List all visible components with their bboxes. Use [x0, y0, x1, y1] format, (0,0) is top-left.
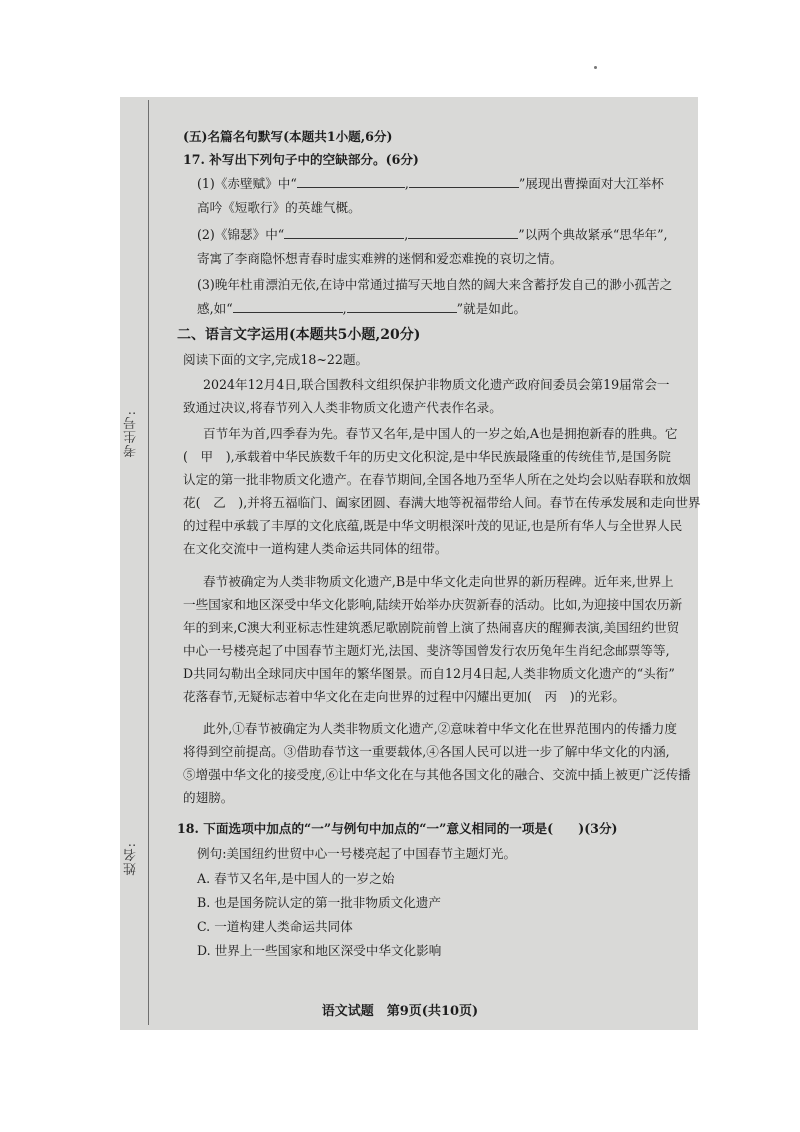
- page-footer: 语文试题 第9页(共10页): [321, 1004, 479, 1019]
- q18-example: 例句:美国纽约世贸中心一号楼亮起了中国春节主题灯光。: [197, 846, 517, 861]
- part2-heading: 二、语言文字运用(本题共5小题,20分): [177, 327, 421, 343]
- binding-line: [148, 100, 149, 1025]
- q18-option-c[interactable]: C. 一道构建人类命运共同体: [197, 919, 353, 934]
- q18-option-a[interactable]: A. 春节又名年,是中国人的一岁之始: [197, 871, 395, 886]
- answer-blank[interactable]: [408, 224, 518, 239]
- passage-line: 花落春节,无疑标志着中华文化在走向世界的过程中闪耀出更加( 丙 )的光彩。: [183, 689, 626, 704]
- passage-line: 此外,①春节被确定为人类非物质文化遗产,②意味着中华文化在世界范围内的传播力度: [203, 721, 677, 736]
- q18-option-b[interactable]: B. 也是国务院认定的第一批非物质文化遗产: [197, 895, 441, 910]
- answer-blank[interactable]: [409, 173, 519, 188]
- passage-line: 认定的第一批非物质文化遗产。在春节期间,全国各地乃至华人所在之处均会以贴春联和放烟: [183, 472, 691, 487]
- section5-heading: (五)名篇名句默写(本题共1小题,6分): [183, 129, 393, 144]
- passage-line: 年的到来,C澳大利亚标志性建筑悉尼歌剧院前曾上演了热闹喜庆的醒狮表演,美国纽约世贸: [183, 620, 680, 635]
- reading-intro: 阅读下面的文字,完成18~22题。: [183, 352, 369, 367]
- q17-1-line1: (1)《赤壁赋》中“ , ”展现出曹操面对大江举杯: [197, 172, 664, 195]
- q17-1-line2: 高吟《短歌行》的英雄气概。: [197, 200, 361, 215]
- passage-line: 的翅膀。: [183, 790, 234, 805]
- examinee-number-label: 考生号:: [124, 410, 139, 458]
- passage-line: ⑤增强中华文化的接受度,⑥让中华文化在与其他各国文化的融合、交流中插上被更广泛传播: [183, 767, 691, 782]
- passage-line: 2024年12月4日,联合国教科文组织保护非物质文化遗产政府间委员会第19届常会一: [203, 377, 670, 392]
- passage-line: 在文化交流中一道构建人类命运共同体的纽带。: [183, 541, 448, 556]
- answer-blank[interactable]: [284, 224, 404, 239]
- q18-option-d[interactable]: D. 世界上一些国家和地区深受中华文化影响: [197, 943, 442, 958]
- passage-line: ( 甲 ),承载着中华民族数千年的历史文化积淀,是中华民族最隆重的传统佳节,是国务院: [183, 449, 671, 464]
- q18-stem: 18. 下面选项中加点的“一”与例句中加点的“一”意义相同的一项是( )(3分): [177, 821, 618, 836]
- passage-line: 的过程中承载了丰厚的文化底蕴,既是中华文明根深叶茂的见证,也是所有华人与全世界人民: [183, 518, 683, 533]
- q17-2-line1: (2)《锦瑟》中“ , ”以两个典故紧承“思华年”,: [197, 223, 668, 246]
- q17-3-line2: 感,如“ , ”就是如此。: [197, 297, 526, 320]
- passage-line: D共同勾勒出全球同庆中国年的繁华图景。而自12月4日起,人类非物质文化遗产的“头衔”: [183, 666, 675, 681]
- q17-3-line1: (3)晚年杜甫漂泊无依,在诗中常通过描写天地自然的阔大来含蓄抒发自己的渺小孤苦之: [197, 277, 673, 292]
- passage-line: 将得到空前提高。③借助春节这一重要载体,④各国人民可以进一步了解中华文化的内涵,: [183, 744, 670, 759]
- q17-2-line2: 寄寓了李商隐怀想青春时虚实难辨的迷惘和爱恋难挽的哀切之情。: [197, 251, 563, 266]
- passage-line: 花( 乙 ),并将五福临门、阖家团圆、春满大地等祝福带给人间。春节在传承发展和走向世界: [183, 495, 701, 510]
- speck: [594, 66, 597, 69]
- passage-line: 一些国家和地区深受中华文化影响,陆续开始举办庆贺新春的活动。比如,为迎接中国农历新: [183, 597, 683, 612]
- q17-stem: 17. 补写出下列句子中的空缺部分。(6分): [183, 152, 419, 167]
- name-label: 姓名:: [124, 842, 139, 876]
- passage-line: 中心一号楼亮起了中国春节主题灯光,法国、斐济等国曾发行农历兔年生肖纪念邮票等等,: [183, 643, 670, 658]
- answer-blank[interactable]: [347, 298, 457, 313]
- answer-blank[interactable]: [297, 173, 405, 188]
- passage-line: 百节年为首,四季春为先。春节又名年,是中国人的一岁之始,A也是拥抱新春的胜典。它: [203, 426, 678, 441]
- passage-line: 春节被确定为人类非物质文化遗产,B是中华文化走向世界的新历程碑。近年来,世界上: [203, 574, 674, 589]
- answer-blank[interactable]: [233, 298, 343, 313]
- passage-line: 致通过决议,将春节列入人类非物质文化遗产代表作名录。: [183, 400, 502, 415]
